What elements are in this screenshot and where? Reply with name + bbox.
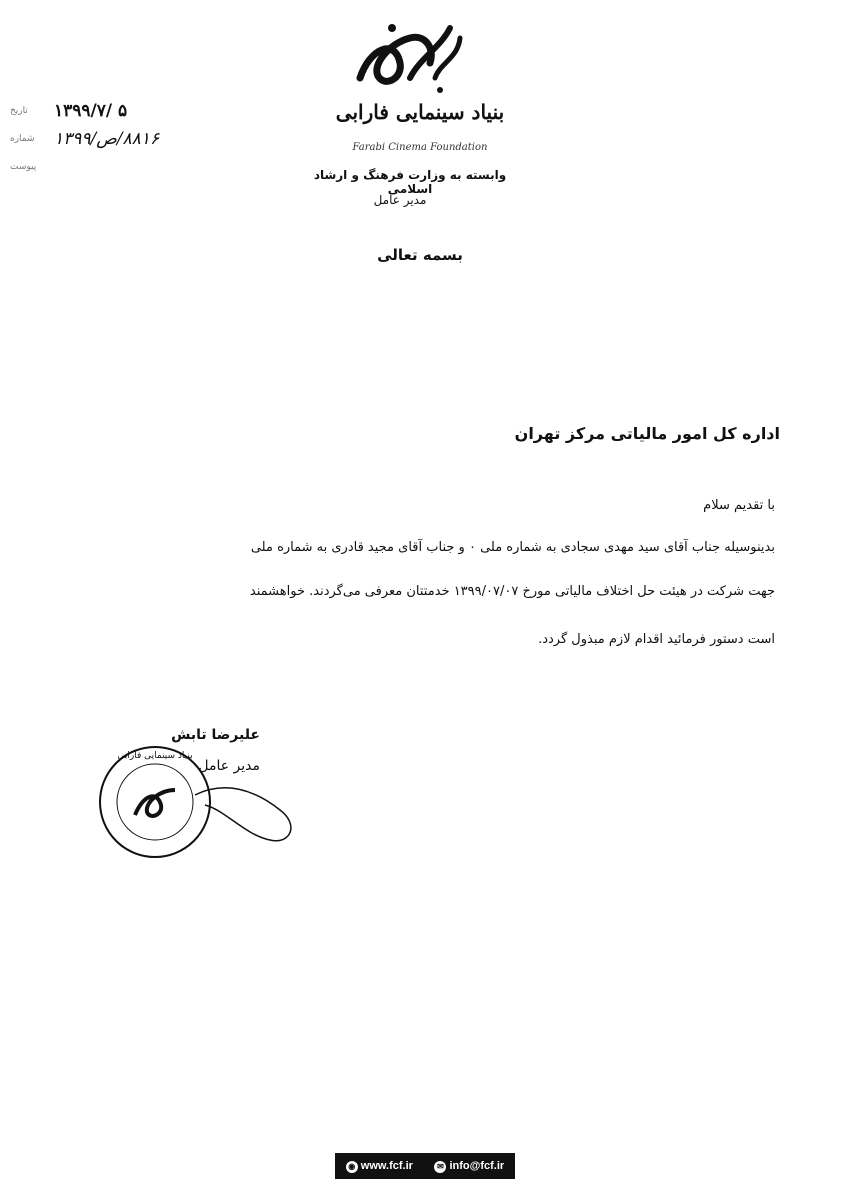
affiliation: وابسته به وزارت فرهنگ و ارشاد اسلامی: [313, 168, 507, 196]
body-line-2: جهت شرکت در هیئت حل اختلاف مالیاتی مورخ ۱۳۹۹/۰۷/۰۷ خدمتتان معرفی می‌گردند. خواهشمند: [249, 584, 775, 599]
date-row: [10, 100, 210, 122]
mail-icon: ✉: [434, 1161, 446, 1173]
date-label: تاریخ: [10, 106, 28, 116]
basmala: بسمه تعالی: [377, 246, 463, 264]
date-value: ۱۳۹۹/۷/ ۵: [54, 101, 128, 121]
org-name: بنیاد سینمایی فارابی: [335, 100, 505, 124]
globe-icon: ◉: [346, 1161, 358, 1173]
header-role: مدیر عامل: [373, 193, 427, 207]
body-line-3: است دستور فرمائید اقدام لازم مبذول گردد.: [538, 632, 775, 647]
number-value: ۸۸۱۶/ص/۱۳۹۹: [54, 129, 160, 149]
email-link[interactable]: ✉ info@fcf.ir: [434, 1160, 504, 1173]
footer: [70, 1150, 820, 1190]
org-latin-name: Farabi Cinema Foundation: [352, 142, 488, 153]
website-link[interactable]: ◉ www.fcf.ir: [346, 1160, 413, 1173]
foundation-logo: [340, 8, 470, 108]
greeting: با تقدیم سلام: [703, 498, 775, 513]
number-label: شماره: [10, 134, 35, 144]
number-row: [10, 128, 210, 150]
signer-name: علیرضا تابش: [171, 727, 260, 743]
stamp-text: بنیاد سینمایی فارابی: [117, 751, 193, 761]
recipient: اداره کل امور مالیاتی مرکز تهران: [514, 424, 780, 443]
footer-contact-bar: [335, 1153, 515, 1179]
attachment-row: [10, 156, 210, 178]
body-line-1: بدینوسیله جناب آقای سید مهدی سجادی به شماره ملی ۰ و جناب آقای مجید قادری به شماره ملی: [250, 540, 775, 555]
attachment-label: پیوست: [10, 162, 37, 172]
signer-role: مدیر عامل: [198, 758, 260, 774]
